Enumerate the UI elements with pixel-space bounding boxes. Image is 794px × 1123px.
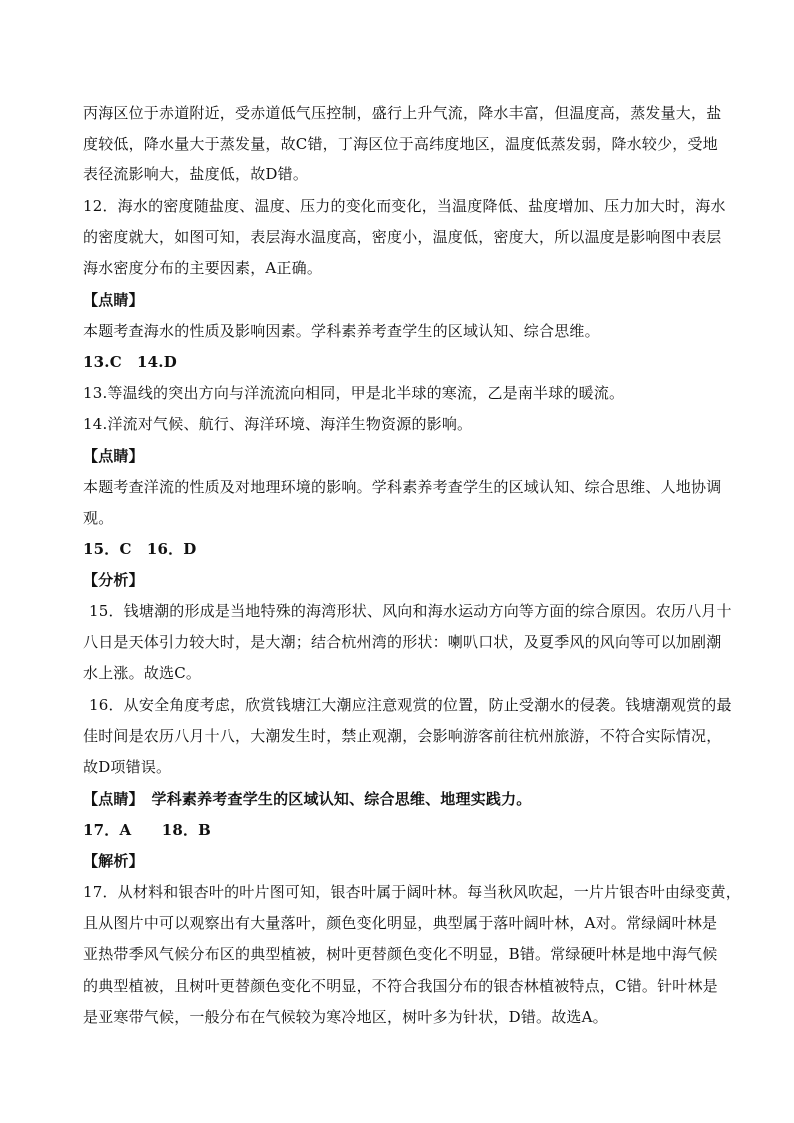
answer-line: 17．A 18．B	[83, 821, 212, 839]
text-line: 观。	[83, 509, 114, 527]
text-line: 的典型植被，且树叶更替颜色变化不明显，不符合我国分布的银杏林植被特点，C错。针叶林是	[83, 977, 718, 995]
section-heading: 【点睛】 学科素养考查学生的区域认知、综合思维、地理实践力。	[83, 790, 532, 808]
text-line: 亚热带季风气候分布区的典型植被，树叶更替颜色变化不明显，B错。常绿硬叶林是地中海气候	[83, 945, 718, 963]
answer-line: 13.C 14.D	[83, 353, 177, 371]
text-line: 海水密度分布的主要因素，A正确。	[83, 259, 323, 277]
text-line: 本题考查海水的性质及影响因素。学科素养考查学生的区域认知、综合思维。	[83, 322, 600, 340]
section-heading: 【解析】	[83, 852, 144, 870]
text-line: 度较低，降水量大于蒸发量，故C错，丁海区位于高纬度地区，温度低蒸发弱，降水较少，受地	[83, 135, 718, 153]
text-line: 八日是天体引力较大时，是大潮；结合杭州湾的形状：喇叭口状，及夏季风的风向等可以加剧潮	[83, 633, 722, 651]
text-line: 水上涨。故选C。	[83, 664, 202, 682]
text-line: 是亚寒带气候，一般分布在气候较为寒冷地区，树叶多为针状，D错。故选A。	[83, 1008, 608, 1026]
text-line: 佳时间是农历八月十八，大潮发生时，禁止观潮，会影响游客前往杭州旅游，不符合实际情况，	[83, 727, 722, 745]
text-line: 本题考查洋流的性质及对地理环境的影响。学科素养考查学生的区域认知、综合思维、人地协调	[83, 478, 722, 496]
section-heading: 【点睛】	[83, 447, 144, 465]
text-line: 15．钱塘潮的形成是当地特殊的海湾形状、风向和海水运动方向等方面的综合原因。农历八月十	[89, 602, 732, 620]
text-line: 14.洋流对气候、航行、海洋环境、海洋生物资源的影响。	[83, 415, 473, 433]
text-line: 的密度就大，如图可知，表层海水温度高，密度小，温度低，密度大，所以温度是影响图中表层	[83, 228, 722, 246]
text-line: 16．从安全角度考虑，欣赏钱塘江大潮应注意观赏的位置，防止受潮水的侵袭。钱塘潮观赏的最	[89, 696, 732, 714]
text-line: 12．海水的密度随盐度、温度、压力的变化而变化，当温度降低、盐度增加、压力加大时，海水	[83, 197, 726, 215]
text-line: 且从图片中可以观察出有大量落叶，颜色变化明显，典型属于落叶阔叶林，A对。常绿阔叶林是	[83, 914, 718, 932]
text-line: 表径流影响大，盐度低，故D错。	[83, 165, 309, 183]
answer-line: 15．C 16．D	[83, 540, 197, 558]
section-heading: 【点睛】	[83, 291, 144, 309]
text-line: 丙海区位于赤道附近，受赤道低气压控制，盛行上升气流，降水丰富，但温度高，蒸发量大，盐	[83, 104, 722, 122]
text-line: 17．从材料和银杏叶的叶片图可知，银杏叶属于阔叶林。每当秋风吹起，一片片银杏叶由绿变黄，	[83, 883, 741, 901]
section-heading: 【分析】	[83, 571, 144, 589]
text-line: 13.等温线的突出方向与洋流流向相同，甲是北半球的寒流，乙是南半球的暖流。	[83, 384, 625, 402]
text-line: 故D项错误。	[83, 758, 172, 776]
